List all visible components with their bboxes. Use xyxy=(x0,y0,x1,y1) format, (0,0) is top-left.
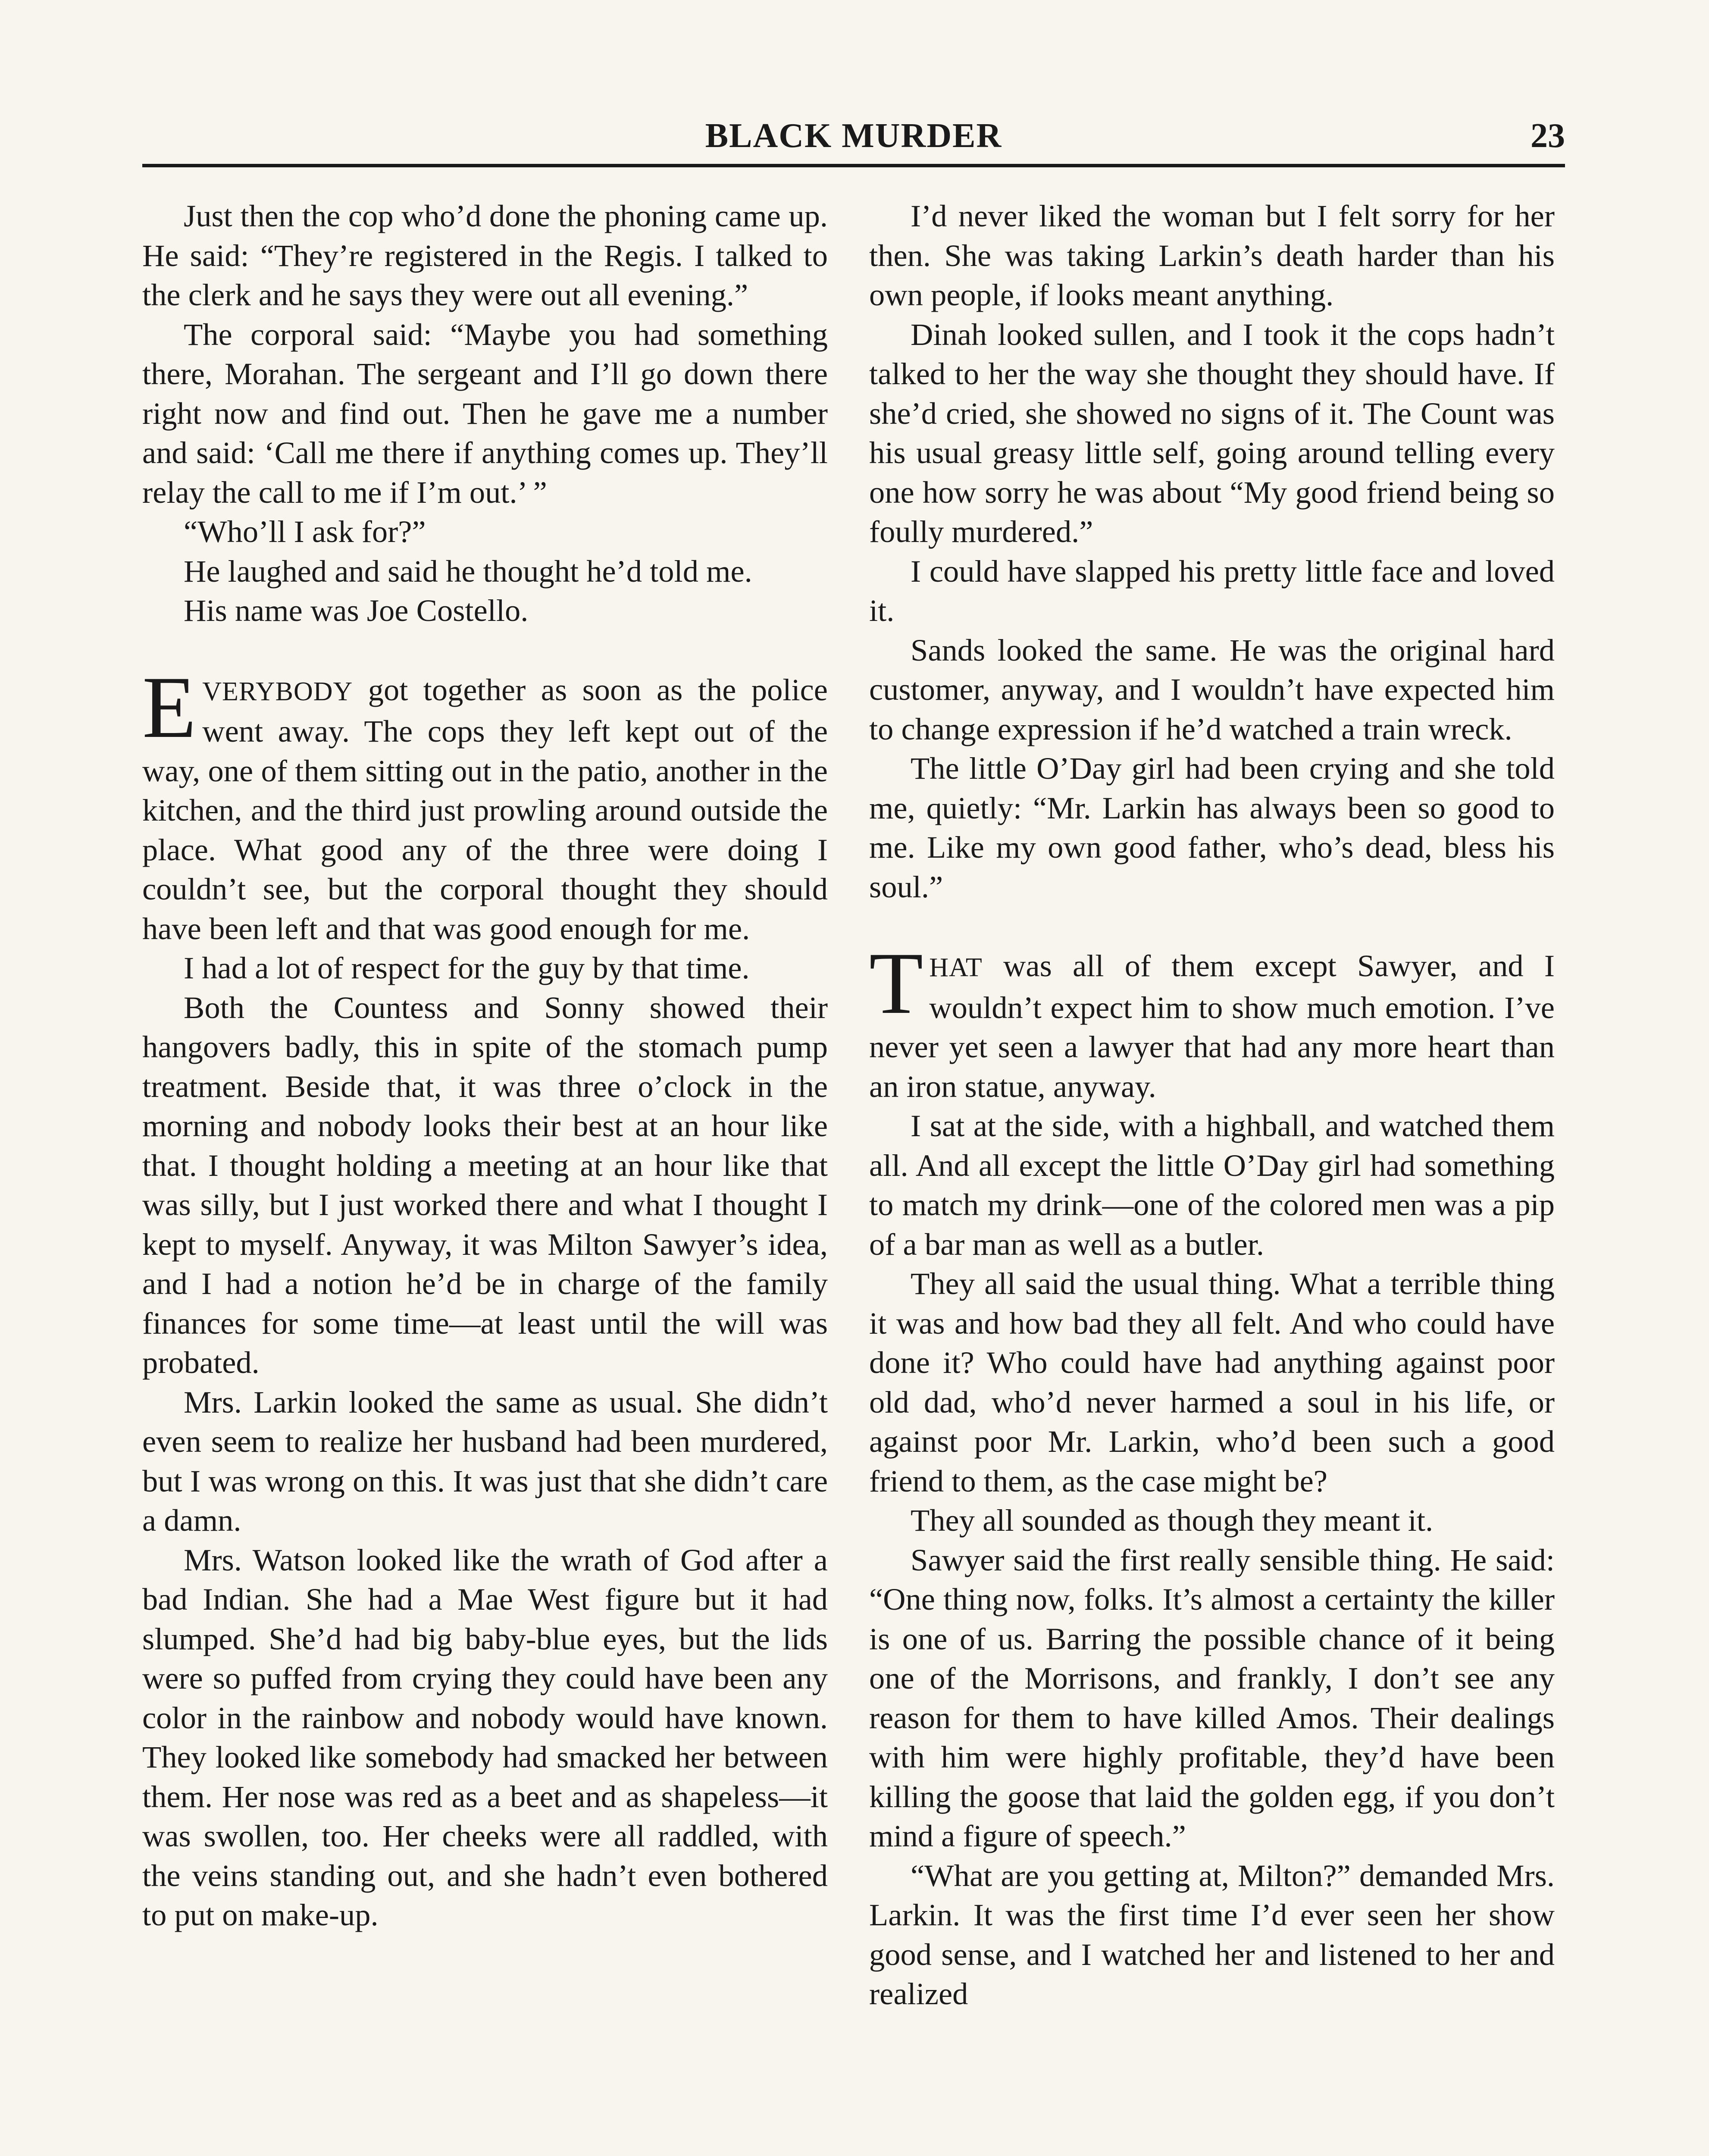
paragraph: “What are you getting at, Milton?” demanded Mrs. Larkin. It was the first time I’d ever seen her show good sense, and I watched her and listened to her and realized xyxy=(869,1858,1555,2011)
section-opening-paragraph xyxy=(869,934,1555,1106)
running-head xyxy=(142,116,1565,164)
paragraph: The little O’Day girl had been crying and she told me, quietly: “Mr. Larkin has always been so good to me. Like my own good father, who’s dead, bless his soul.” xyxy=(869,751,1555,904)
lead-in-smallcaps: VERYBODY xyxy=(202,677,353,706)
lead-in-smallcaps: HAT xyxy=(929,953,983,982)
paragraph: Mrs. Larkin looked the same as usual. She didn’t even seem to realize her husband had been murdered, but I was wrong on this. It was just that she didn’t care a damn. xyxy=(142,1384,828,1538)
left-column xyxy=(142,196,828,2156)
page-number: 23 xyxy=(1531,117,1565,155)
paragraph: They all sounded as though they meant it. xyxy=(911,1503,1434,1538)
paragraph: He laughed and said he thought he’d told me. xyxy=(184,553,752,589)
paragraph: They all said the usual thing. What a terrible thing it was and how bad they all felt. And who could have done it? Who could have had anything against poor old dad, who’d never harmed a soul in his life, or against poor Mr. Larkin, who’d been such a good friend to them, as the case might be? xyxy=(869,1266,1555,1498)
paragraph: Sands looked the same. He was the original hard customer, anyway, and I wouldn’t have expected him to change expression if he’d watched a train wreck. xyxy=(869,632,1555,746)
paragraph: The corporal said: “Maybe you had something there, Morahan. The sergeant and I’ll go down there right now and find out. Then he gave me a number and said: ‘Call me there if anything comes up. They’ll relay the call to me if I’m out.’ ” xyxy=(142,317,828,510)
drop-cap: E xyxy=(142,658,197,756)
paragraph: Both the Countess and Sonny showed their hangovers badly, this in spite of the stomach pump treatment. Beside that, it was three o’clock in the morning and nobody looks their best at an hour like that. I thought holding a meeting at an hour like that was silly, but I just worked there and what I thought I kept to myself. Anyway, it was Milton Sawyer’s idea, and I had a notion he’d be in charge of the family finances for some time—at least until the will was probated. xyxy=(142,990,828,1380)
paragraph: I’d never liked the woman but I felt sorry for her then. She was taking Larkin’s death harder than his own people, if looks meant anything. xyxy=(869,198,1555,312)
paragraph: I sat at the side, with a highball, and watched them all. And all except the little O’Day girl had something to match my drink—one of the colored men was a pip of a bar man as well as a butler. xyxy=(869,1108,1555,1262)
paragraph: I could have slapped his pretty little face and loved it. xyxy=(869,553,1555,628)
paragraph-text: was all of them except Sawyer, and I wouldn’t expect him to show much emotion. I’ve never yet seen a lawyer that had any more heart than an iron statue, anyway. xyxy=(869,948,1555,1104)
paragraph: Sawyer said the first really sensible thing. He said: “One thing now, folks. It’s almost a certainty the killer is one of us. Barring the possible chance of it being one of the Morrisons, and frankly, I don’t see any reason for them to have killed Amos. Their dealings with him were highly profitable, they’d have been killing the goose that laid the golden egg, if you don’t mind a figure of speech.” xyxy=(869,1542,1555,1853)
paragraph: Just then the cop who’d done the phoning came up. He said: “They’re registered in the Regis. I talked to the clerk and he says they were out all evening.” xyxy=(142,198,828,312)
paragraph: His name was Joe Costello. xyxy=(184,593,529,628)
right-column xyxy=(869,196,1555,2156)
drop-cap: T xyxy=(869,934,923,1032)
section-opening-paragraph xyxy=(142,658,828,949)
paragraph: I had a lot of respect for the guy by that time. xyxy=(184,950,750,985)
paragraph: “Who’ll I ask for?” xyxy=(184,514,426,549)
paragraph: Mrs. Watson looked like the wrath of God after a bad Indian. She had a Mae West figure but it had slumped. She’d had big baby-blue eyes, but the lids were so puffed from crying they could have been any color in the rainbow and nobody would have known. They looked like somebody had smacked her between them. Her nose was red as a beet and as shapeless—it was swollen, too. Her cheeks were all raddled, with the veins standing out, and she hadn’t even bothered to put on make-up. xyxy=(142,1542,828,1932)
paragraph-text: got together as soon as the police went away. The cops they left kept out of the way, one of them sitting out in the patio, another in the kitchen, and the third just prowling around outside the place. What good any of the three were doing I couldn’t see, but the corporal thought they should have been left and that was good enough for me. xyxy=(142,672,828,946)
header-rule xyxy=(142,164,1565,167)
running-title: BLACK MURDER xyxy=(705,117,1002,155)
paragraph: Dinah looked sullen, and I took it the cops hadn’t talked to her the way she thought they should have. If she’d cried, she showed no signs of it. The Count was his usual greasy little self, going around telling every one how sorry he was about “My good friend being so foully murdered.” xyxy=(869,317,1555,549)
